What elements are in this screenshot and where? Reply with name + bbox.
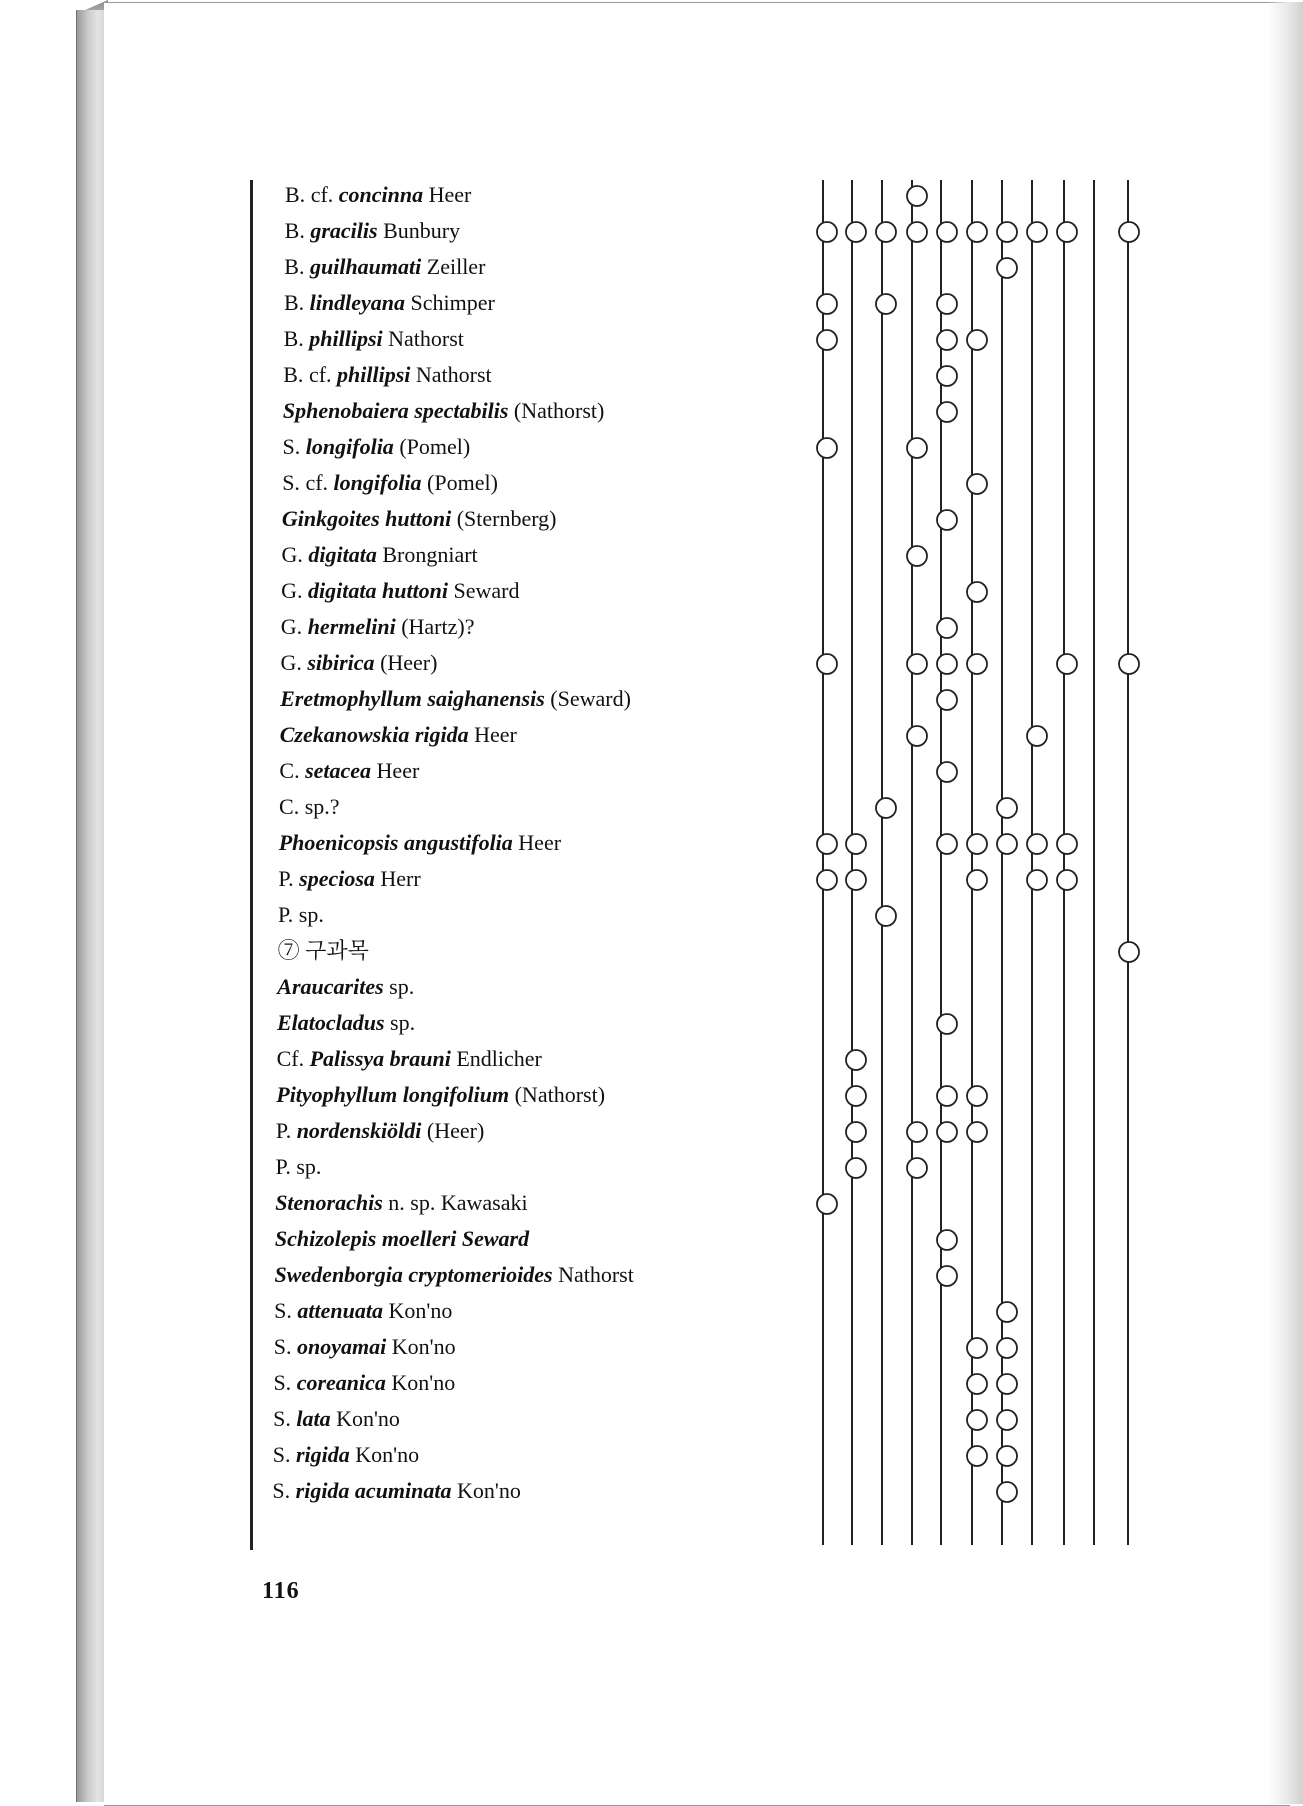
genus-abbreviation: S. [272, 1442, 291, 1467]
author-name: sp. [389, 974, 415, 999]
page-edge-shadow [1268, 2, 1303, 1804]
author-name: Herr [380, 866, 421, 891]
author-name: sp.? [304, 794, 340, 819]
author-name: (Heer) [426, 1118, 485, 1143]
species-epithet: gracilis [310, 218, 378, 243]
genus-name: Phoenicopsis [278, 830, 399, 855]
genus-abbreviation: S. [274, 1298, 292, 1323]
author-name: n. sp. Kawasaki [388, 1190, 528, 1215]
genus-abbreviation: S. [282, 434, 301, 459]
section-heading [278, 936, 369, 966]
species-epithet: spectabilis [414, 398, 509, 423]
cf-qualifier: cf. [308, 362, 332, 387]
species-entry [273, 1440, 419, 1470]
species-epithet: lata [296, 1406, 331, 1431]
genus-abbreviation: S. [273, 1406, 291, 1431]
species-entry [276, 1116, 484, 1146]
species-entry [275, 1224, 529, 1254]
author-name: sp. [390, 1010, 416, 1035]
left-margin-rule [250, 180, 253, 1550]
species-epithet: speciosa [299, 866, 375, 891]
genus-abbreviation: C. [279, 794, 300, 819]
species-epithet: moelleri [381, 1226, 457, 1251]
author-name: Zeiller [426, 254, 486, 279]
species-entry [285, 180, 471, 210]
species-epithet: guilhaumati [309, 254, 422, 279]
author-name: Nathorst [415, 362, 492, 387]
species-epithet: onoyamai [297, 1334, 387, 1359]
species-epithet: lindleyana [309, 290, 405, 315]
genus-abbreviation: Cf. [276, 1046, 305, 1071]
author-name: Kon'no [391, 1334, 456, 1359]
author-name: Schimper [410, 290, 495, 315]
genus-abbreviation: B. [283, 326, 304, 351]
species-epithet: attenuata [297, 1298, 383, 1323]
genus-abbreviation: B. [284, 218, 305, 243]
author-name: (Nathorst) [513, 398, 605, 423]
species-entry [281, 612, 475, 642]
species-epithet: phillipsi [309, 326, 383, 351]
author-name: (Pomel) [427, 470, 498, 495]
species-epithet: brauni [389, 1046, 451, 1071]
author-name: Bunbury [383, 218, 461, 243]
author-name: Kon'no [388, 1298, 453, 1323]
author-name: Kon'no [336, 1406, 400, 1431]
genus-name: Araucarites [277, 974, 384, 999]
species-epithet: rigida [296, 1442, 350, 1467]
genus-name: Schizolepis [274, 1226, 377, 1251]
species-entry [279, 756, 419, 786]
species-entry [277, 1044, 542, 1074]
species-entry [279, 792, 340, 822]
genus-abbreviation: P. [275, 1154, 291, 1179]
species-entry [277, 972, 414, 1002]
book-spine [76, 10, 107, 1802]
species-entry [278, 900, 324, 930]
author-name: Seward [461, 1226, 530, 1251]
species-epithet: longifolia [333, 470, 422, 495]
species-epithet: longifolium [402, 1082, 510, 1107]
genus-abbreviation: B. [283, 290, 305, 315]
species-epithet: longifolia [305, 434, 394, 459]
species-epithet: coreanica [296, 1370, 386, 1395]
author-name: Heer [474, 722, 517, 747]
genus-name: Czekanowskia [279, 722, 410, 747]
genus-abbreviation: B. [285, 182, 306, 207]
species-entry [279, 828, 561, 858]
species-entry [274, 1296, 452, 1326]
genus-name: Sphenobaiera [282, 398, 409, 423]
author-name: Kon'no [355, 1442, 420, 1467]
species-entry [276, 1152, 322, 1182]
species-entry [272, 1476, 520, 1506]
genus-abbreviation: S. [282, 470, 300, 495]
genus-name: Swedenborgia [274, 1262, 403, 1287]
genus-name: Elatocladus [276, 1010, 385, 1035]
genus-abbreviation: G. [281, 542, 303, 567]
author-name: (Hartz)? [401, 614, 475, 639]
author-name: sp. [298, 902, 324, 927]
cf-qualifier: cf. [310, 182, 334, 207]
author-name: Nathorst [558, 1262, 634, 1287]
species-entry [280, 684, 631, 714]
species-entry [285, 216, 460, 246]
species-epithet: digitata [308, 542, 377, 567]
species-entry [284, 252, 485, 282]
species-epithet: setacea [305, 758, 372, 783]
species-entry [280, 720, 517, 750]
author-name: sp. [296, 1154, 322, 1179]
genus-abbreviation: B. [283, 362, 304, 387]
author-name: (Nathorst) [514, 1082, 606, 1107]
species-entry [274, 1332, 456, 1362]
genus-abbreviation: G. [281, 578, 303, 603]
species-entry [284, 324, 464, 354]
author-name: Heer [518, 830, 562, 855]
species-entry [283, 360, 491, 390]
author-name: (Sternberg) [456, 506, 557, 531]
species-entry [275, 1260, 634, 1290]
genus-name: Ginkgoites [281, 506, 380, 531]
species-epithet: phillipsi [337, 362, 411, 387]
species-epithet: hermelini [307, 614, 396, 639]
species-entry [282, 468, 498, 498]
species-epithet: nordenskiöldi [296, 1118, 422, 1143]
cf-qualifier: cf. [305, 470, 329, 495]
species-epithet: rigida [414, 722, 469, 747]
genus-abbreviation: S. [272, 1478, 291, 1503]
page-number: 116 [262, 1578, 300, 1604]
species-entry [276, 1080, 605, 1110]
genus-abbreviation: P. [278, 866, 294, 891]
species-epithet: saighanensis [427, 686, 545, 711]
author-name: Seward [453, 578, 520, 603]
species-entry [283, 432, 471, 462]
genus-abbreviation: G. [280, 650, 302, 675]
species-entry [273, 1368, 455, 1398]
genus-name: Stenorachis [275, 1190, 383, 1215]
genus-abbreviation: P. [278, 902, 294, 927]
species-entry [284, 288, 495, 318]
genus-abbreviation: S. [273, 1334, 292, 1359]
species-entry [280, 648, 437, 678]
species-epithet: cryptomerioides [408, 1262, 553, 1287]
genus-abbreviation: B. [284, 254, 305, 279]
species-epithet: concinna [338, 182, 424, 207]
species-epithet: digitata huttoni [308, 578, 449, 603]
author-name: Endlicher [456, 1046, 542, 1071]
author-name: Kon'no [391, 1370, 456, 1395]
species-entry [281, 576, 519, 606]
species-epithet: angustifolia [403, 830, 513, 855]
author-name: (Seward) [550, 686, 631, 711]
author-name: Heer [428, 182, 472, 207]
species-epithet: sibirica [307, 650, 375, 675]
species-entry [275, 1188, 527, 1218]
genus-name: Eretmophyllum [280, 686, 422, 711]
species-epithet: rigida acuminata [295, 1478, 452, 1503]
genus-name: Palissya [309, 1046, 385, 1071]
genus-name: Pityophyllum [276, 1082, 398, 1107]
author-name: Brongniart [382, 542, 478, 567]
author-name: Nathorst [388, 326, 464, 351]
species-entry [273, 1404, 400, 1434]
genus-abbreviation: P. [275, 1118, 292, 1143]
genus-abbreviation: G. [280, 614, 303, 639]
species-entry [283, 396, 604, 426]
species-entry [278, 864, 420, 894]
heading-text: ⑦ 구과목 [277, 938, 369, 963]
species-entry [282, 540, 478, 570]
genus-abbreviation: C. [279, 758, 300, 783]
author-name: Kon'no [457, 1478, 521, 1503]
author-name: (Pomel) [399, 434, 471, 459]
author-name: (Heer) [380, 650, 438, 675]
species-entry [282, 504, 557, 534]
author-name: Heer [376, 758, 420, 783]
species-epithet: huttoni [385, 506, 452, 531]
species-entry [277, 1008, 415, 1038]
genus-abbreviation: S. [273, 1370, 292, 1395]
